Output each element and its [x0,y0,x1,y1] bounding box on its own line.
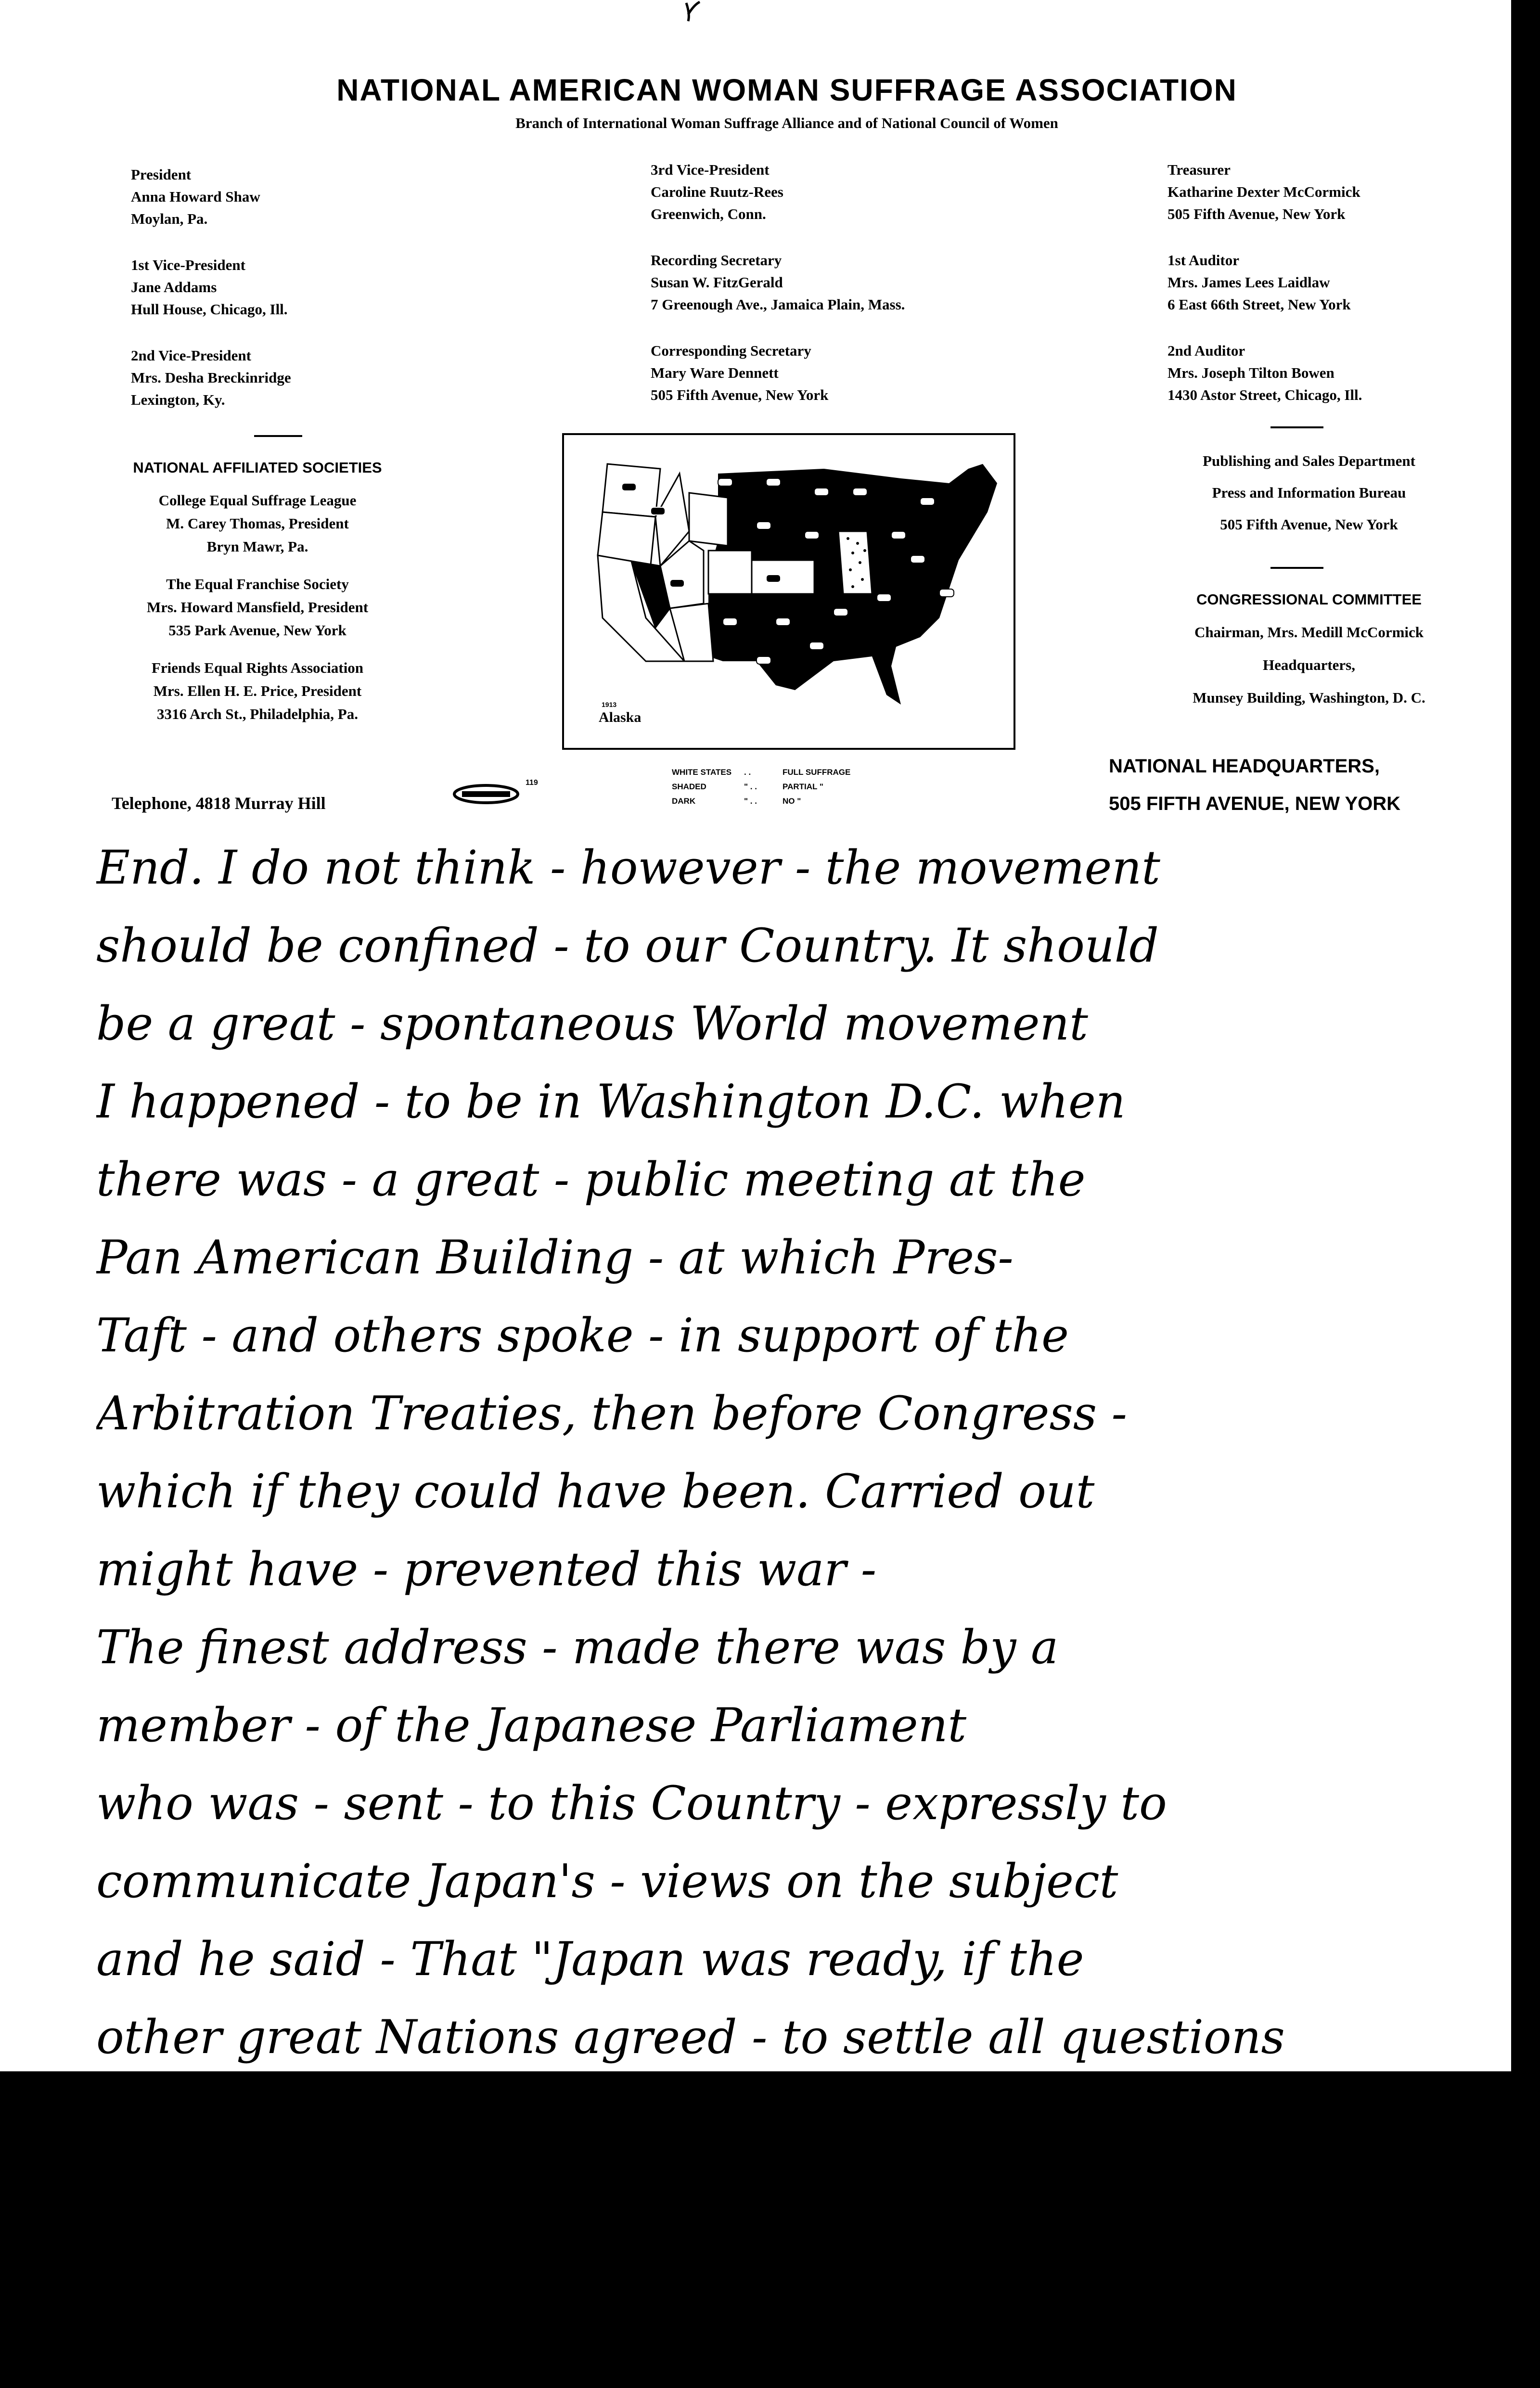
legend-row [672,765,850,780]
society-name: The Equal Franchise Society [166,576,349,592]
officer-corresponding-secretary [651,340,828,406]
officer-address: 7 Greenough Ave., Jamaica Plain, Mass. [651,296,905,313]
officer-treasurer [1168,159,1360,225]
officer-role: 1st Auditor [1168,252,1239,269]
affiliated-societies [72,456,443,740]
officer-president [131,164,260,230]
officer-role: Treasurer [1168,161,1231,178]
legend-separator: . . [744,768,751,777]
officer-address: 1430 Astor Street, Chicago, Ill. [1168,386,1362,403]
society-entry [72,489,443,558]
legend-value: NO " [783,796,801,806]
officer-1st-vice-president [131,254,288,321]
officer-role: Corresponding Secretary [651,342,811,359]
handwritten-line: This War is terrible, but perhaps it - needed this [96,2244,1225,2298]
officer-name: Jane Addams [131,279,217,295]
officer-address: Moylan, Pa. [131,210,208,227]
officer-3rd-vice-president [651,159,783,225]
legend-separator: " . . [744,782,757,791]
handwritten-line: The finest address - made there was by a [96,1620,1059,1674]
officer-name: Mrs. Desha Breckinridge [131,369,291,386]
divider [254,435,302,437]
handwritten-line: End. I do not think - however - the movement [96,841,1160,895]
handwritten-line: other great Nations agreed - to settle all questions [96,2010,1285,2064]
handwritten-line: I happened - to be in Washington D.C. when [96,1075,1126,1129]
letterhead-subtitle: Branch of International Woman Suffrage Alliance and of National Council of Women [515,115,1058,131]
committee-headquarters-label: Headquarters, [1262,656,1355,673]
legend-value: PARTIAL " [783,782,823,791]
congressional-committee [1145,583,1473,714]
society-name: Friends Equal Rights Association [151,659,364,676]
officer-address: Greenwich, Conn. [651,205,766,222]
legend-key: SHADED [672,782,706,791]
officer-address: 6 East 66th Street, New York [1168,296,1351,313]
officer-name: Mrs. Joseph Tilton Bowen [1168,364,1335,381]
society-address: 535 Park Avenue, New York [168,622,346,639]
society-address: 3316 Arch St., Philadelphia, Pa. [157,706,358,722]
officer-2nd-vice-president [131,345,291,411]
divider [1270,567,1323,569]
legend-separator: " . . [744,796,757,806]
divider [1270,426,1323,428]
handwritten-line: also - sign such - Treaties - [96,2166,724,2220]
handwritten-line: member - of the Japanese Parliament [96,1698,967,1752]
handwritten-line: Pan American Building - at which Pres- [96,1231,1014,1284]
officer-2nd-auditor [1168,340,1362,406]
map-year: 1913 [602,701,617,708]
society-president: Mrs. Ellen H. E. Price, President [153,682,362,699]
scan-edge [1511,0,1540,2071]
legend-key: DARK [672,796,696,806]
society-president: Mrs. Howard Mansfield, President [146,599,369,616]
bureau-name: Press and Information Bureau [1212,484,1406,501]
legend-key: WHITE STATES [672,768,732,777]
society-entry [72,573,443,642]
officer-role: 1st Vice-President [131,257,245,273]
committee-address: Munsey Building, Washington, D. C. [1193,689,1425,706]
officer-name: Katharine Dexter McCormick [1168,183,1360,200]
society-address: Bryn Mawr, Pa. [206,538,308,555]
legend-row [672,780,850,794]
committee-heading: CONGRESSIONAL COMMITTEE [1196,591,1422,608]
legend-value: FULL SUFFRAGE [783,768,851,777]
officer-address: 505 Fifth Avenue, New York [1168,205,1346,222]
map-legend [672,765,850,809]
officer-role: 2nd Auditor [1168,342,1245,359]
telephone: Telephone, 4818 Murray Hill [112,794,326,813]
union-number: 119 [526,779,538,787]
handwritten-line: by arbitration, instead of war; Japan would [96,2088,1104,2142]
affiliated-heading: NATIONAL AFFILIATED SOCIETIES [133,459,382,476]
handwritten-line: might have - prevented this war - [96,1542,877,1596]
society-name: College Equal Suffrage League [158,492,357,509]
officer-address: Hull House, Chicago, Ill. [131,301,288,318]
handwritten-line: be a great - spontaneous World movement [96,997,1088,1051]
officer-name: Mrs. James Lees Laidlaw [1168,274,1330,291]
handwritten-line: Taft - and others spoke - in support of the [96,1309,1069,1362]
hq-line-1: NATIONAL HEADQUARTERS, [1109,756,1380,777]
officer-role: 3rd Vice-President [651,161,770,178]
officer-recording-secretary [651,249,905,316]
officer-name: Susan W. FitzGerald [651,274,783,291]
department-name: Publishing and Sales Department [1203,452,1415,469]
officer-name: Mary Ware Dennett [651,364,779,381]
handwritten-line: and he said - That "Japan was ready, if the [96,1932,1084,1986]
handwritten-line: who was - sent - to this Country - expressly to [96,1776,1167,1830]
officer-address: 505 Fifth Avenue, New York [651,386,829,403]
us-map-graphic [564,435,1014,748]
handwritten-line: communicate Japan's - views on the subject [96,1854,1118,1908]
alaska-label: Alaska [599,709,642,725]
officer-role: 2nd Vice-President [131,347,251,364]
officer-name: Caroline Ruutz-Rees [651,183,783,200]
officer-role: President [131,166,192,183]
committee-chairman: Chairman, Mrs. Medill McCormick [1194,624,1424,641]
legend-row [672,794,850,809]
officer-address: Lexington, Ky. [131,391,225,408]
handwritten-line: culmination of the War Spirit - involving so [96,2322,1102,2376]
pen-stroke-mark [683,0,703,24]
suffrage-map [562,433,1015,750]
society-president: M. Carey Thomas, President [166,515,349,532]
handwritten-letter-body [96,829,1502,2388]
handwritten-line: Arbitration Treaties, then before Congress - [96,1387,1127,1440]
officer-1st-auditor [1168,249,1351,316]
officer-name: Anna Howard Shaw [131,188,260,205]
department-address: 505 Fifth Avenue, New York [1220,516,1398,533]
handwritten-line: should be confined - to our Country. It should [96,919,1159,973]
letterhead-title: NATIONAL AMERICAN WOMAN SUFFRAGE ASSOCIATION [336,73,1237,107]
union-label-icon [452,780,529,806]
officer-role: Recording Secretary [651,252,782,269]
publishing-department [1145,449,1473,536]
handwritten-line: there was - a great - public meeting at the [96,1153,1086,1207]
hq-line-2: 505 FIFTH AVENUE, NEW YORK [1109,793,1401,814]
handwritten-line: which if they could have been. Carried out [96,1464,1095,1518]
society-entry [72,656,443,726]
